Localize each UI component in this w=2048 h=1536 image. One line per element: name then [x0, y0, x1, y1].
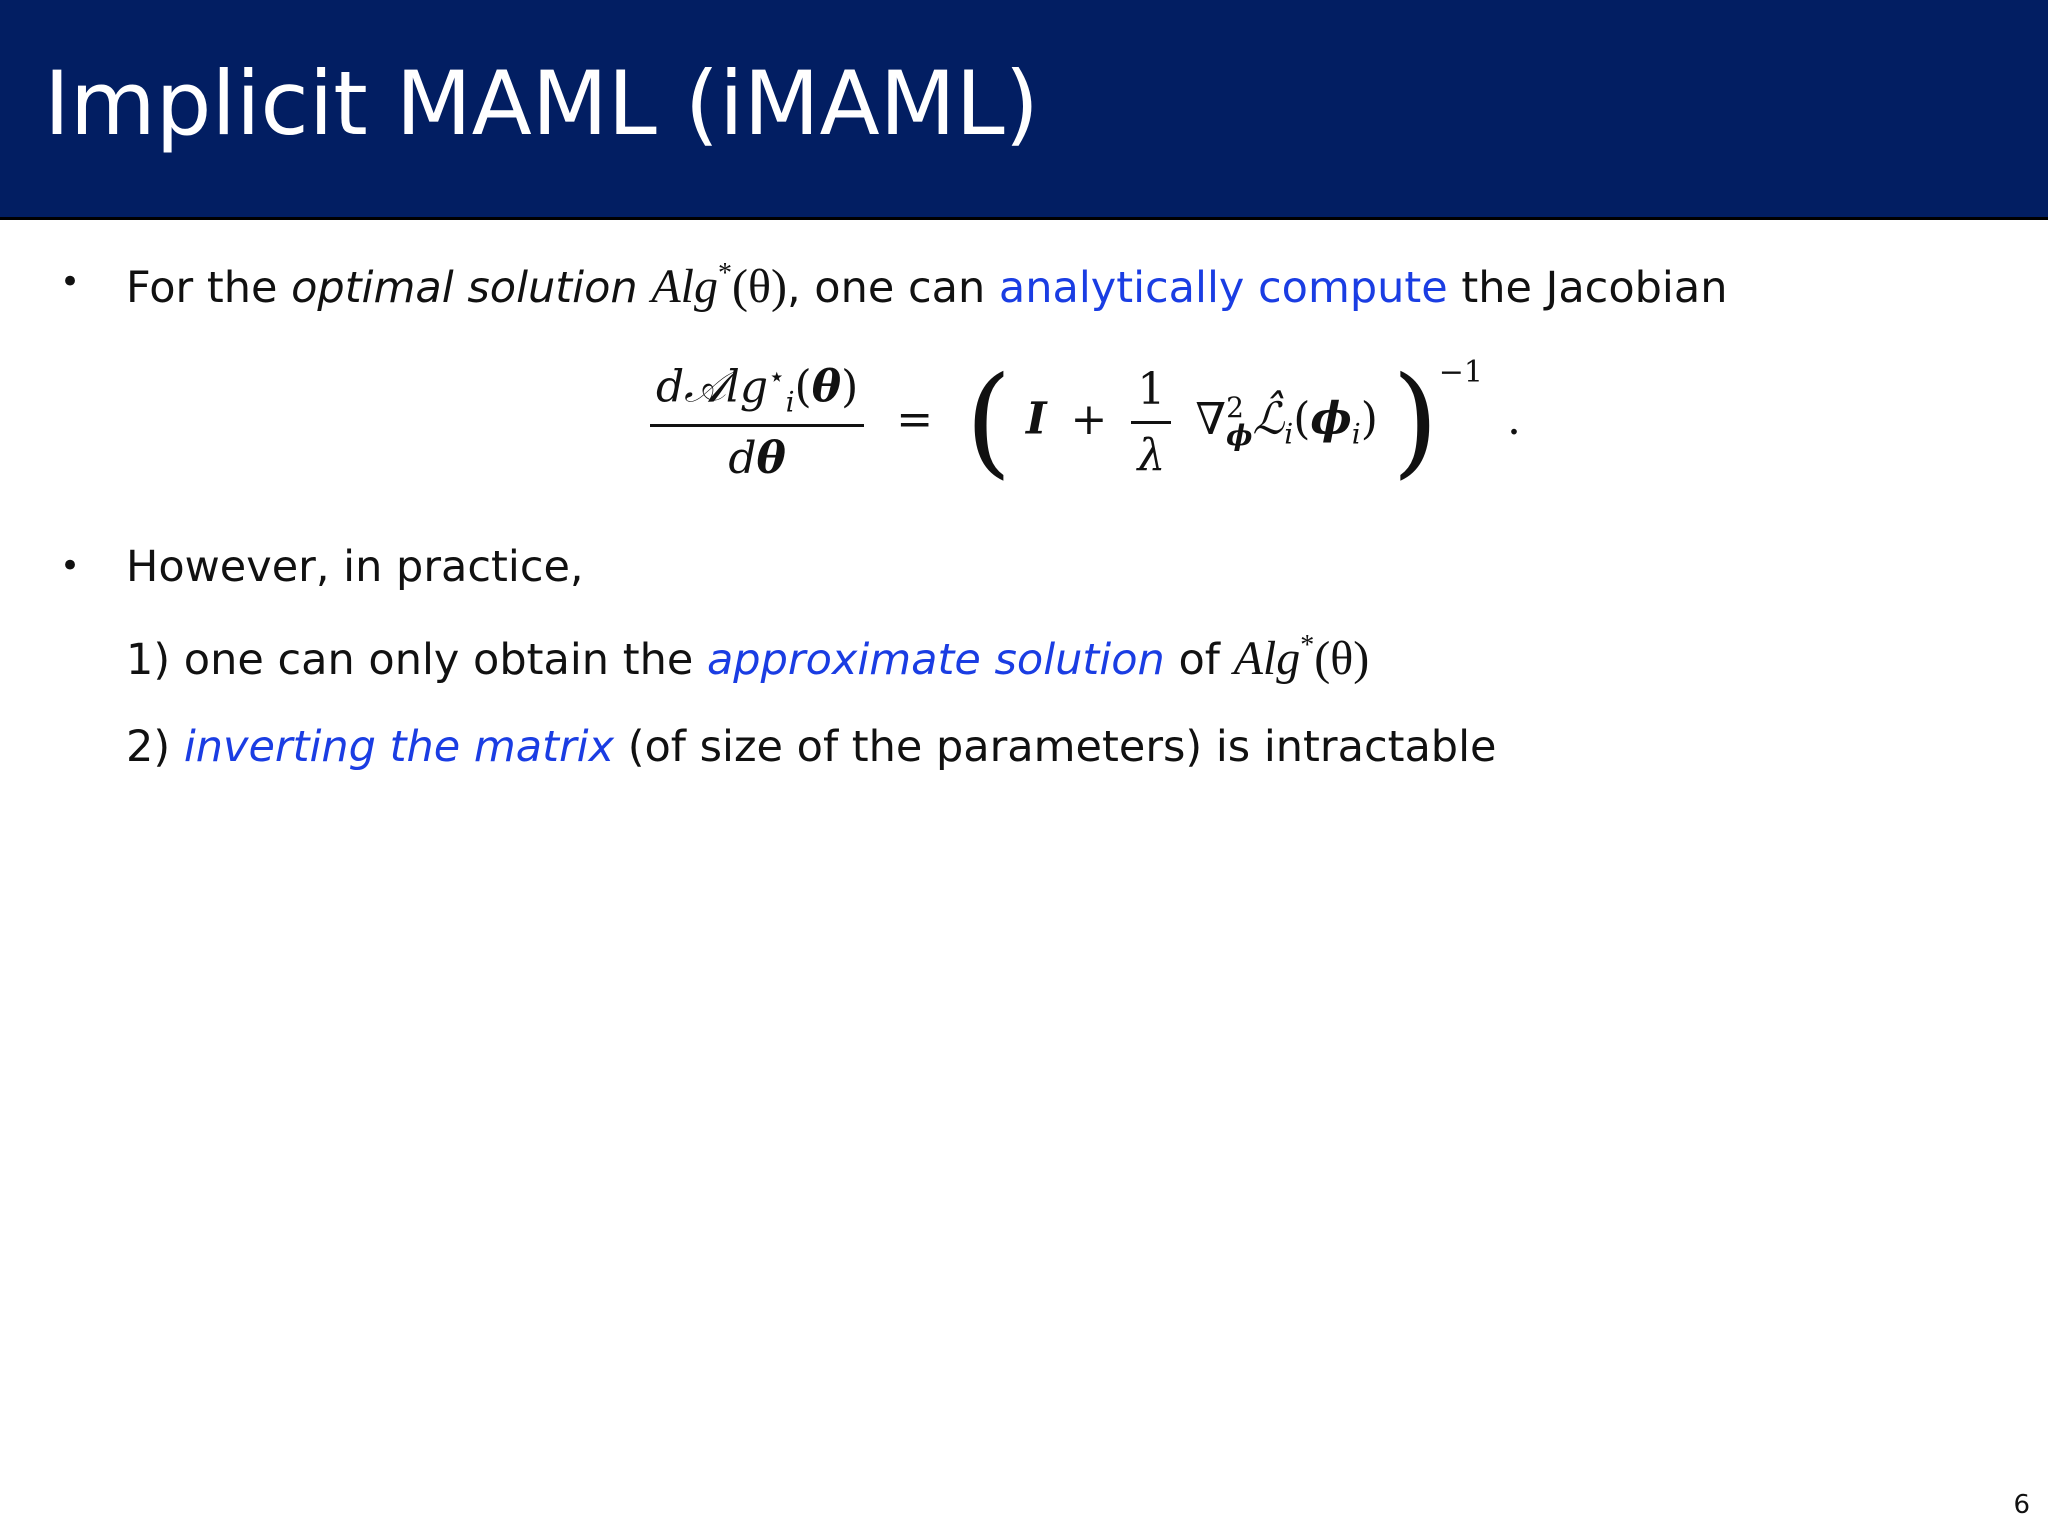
loss-open-paren: ( [1293, 393, 1311, 445]
nabla-sup: 2 [1226, 391, 1244, 425]
big-close-paren: ) [1391, 352, 1439, 492]
jacobian-formula [650, 352, 1521, 492]
analytically-compute-text: analytically compute [998, 263, 1448, 313]
lhs-fraction [650, 360, 864, 484]
frac-one: 1 [1137, 363, 1166, 415]
lhs-denominator [650, 424, 864, 484]
identity-matrix: I [1025, 393, 1047, 445]
inverse-lambda-fraction [1131, 364, 1171, 481]
alg-star-theta-math [651, 260, 787, 313]
inverting-matrix-text: inverting the matrix [183, 722, 615, 772]
item-1-mid: of [1164, 635, 1234, 685]
nabla-sub-phi: ϕ [1226, 419, 1253, 453]
alg-argument: (θ) [731, 260, 787, 313]
item-1-alg-argument: (θ) [1314, 632, 1370, 685]
num-theta: θ [811, 361, 842, 413]
inverse-exponent: −1 [1438, 354, 1483, 390]
den-d: d [728, 433, 757, 485]
big-open-paren: ( [965, 352, 1012, 492]
bullet-marker-2: • [60, 546, 81, 586]
nabla-symbol: ∇ [1195, 393, 1227, 445]
num-star: ⋆ [768, 360, 786, 393]
bullet-2-text: However, in practice, [126, 542, 584, 592]
item-2-pre: 2) [126, 722, 184, 772]
nabla-scripts [1226, 391, 1253, 453]
alg-star-superscript: * [717, 258, 732, 289]
item-1-pre: 1) one can only obtain the [126, 635, 707, 685]
equals-sign: = [896, 393, 934, 445]
bullet-marker-1: • [60, 262, 81, 302]
loss-sub-i: i [1284, 417, 1294, 451]
formula-period: . [1506, 393, 1521, 445]
slide-title: Implicit MAML (iMAML) [44, 52, 1039, 155]
optimal-solution-text: optimal solution [291, 263, 638, 313]
den-theta: θ [756, 433, 786, 485]
bullet-1-pre: For the [126, 263, 292, 313]
loss-symbol: ℒ̂ [1252, 393, 1285, 445]
phi-symbol: ϕ [1310, 393, 1352, 445]
page-number: 6 [2013, 1490, 2030, 1520]
num-open-paren: ( [794, 361, 812, 413]
item-1-alg-math [1234, 632, 1370, 685]
phi-sub-i: i [1351, 417, 1361, 451]
lhs-numerator [650, 360, 864, 424]
loss-close-paren: ) [1360, 393, 1378, 445]
approximate-solution-text: approximate solution [706, 635, 1165, 685]
bullet-1-text [126, 258, 1727, 314]
item-1-alg-star: * [1300, 630, 1315, 661]
num-sub-i: i [785, 385, 795, 419]
num-d: d [656, 361, 685, 413]
bullet-1-mid: , one can [786, 263, 999, 313]
item-1-text [126, 630, 1369, 686]
slide-header [0, 0, 2048, 220]
num-alg: 𝒜lg [684, 361, 769, 413]
frac-lambda: λ [1131, 421, 1171, 481]
item-2-text [126, 722, 1497, 772]
num-close-paren: ) [841, 361, 859, 413]
alg-symbol: Alg [651, 260, 718, 313]
bullet-1-post: the Jacobian [1447, 263, 1728, 313]
item-2-post: (of size of the parameters) is intractable [614, 722, 1497, 772]
item-1-alg-symbol: Alg [1233, 632, 1301, 685]
plus-sign: + [1070, 393, 1108, 445]
